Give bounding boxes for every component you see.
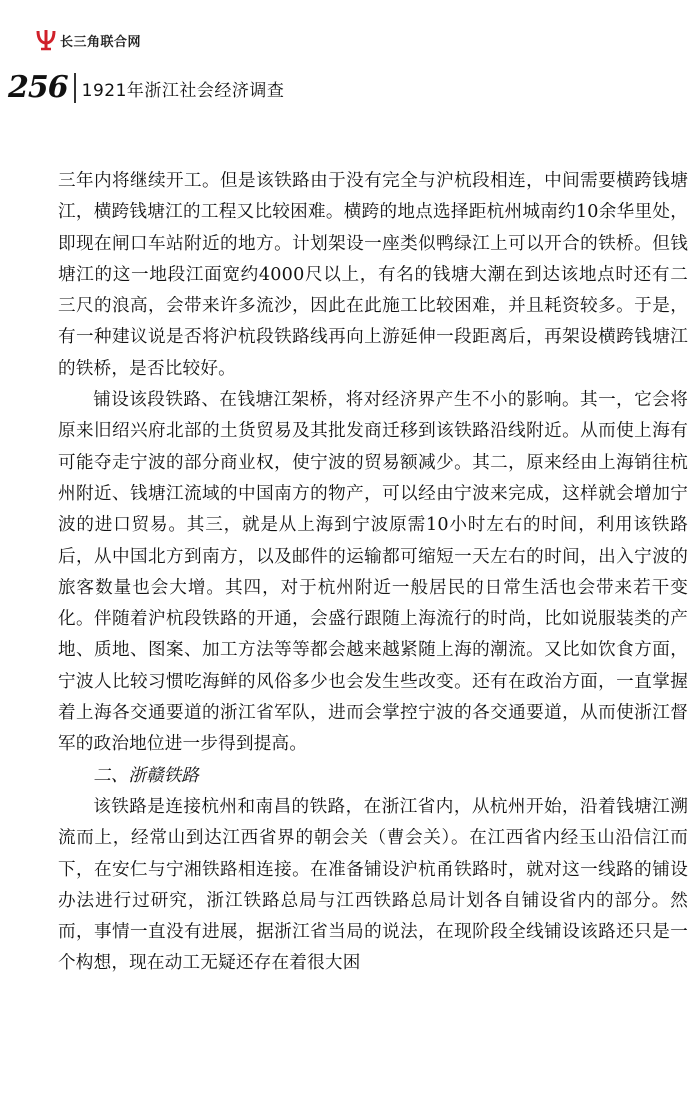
paragraph-zhegan-railway: 该铁路是连接杭州和南昌的铁路，在浙江省内，从杭州开始，沿着钱塘江溯流而上，经常山到达江西省界的朝会关（曹会关）。在江西省内经玉山沿信江而下，在安仁与宁湘铁路相连接。在准备铺设沪杭甬铁路时，就对这一线路的铺设办法进行过研究，浙江铁路总局与江西铁路总局计划各自铺设省内的部分。然而，事情一直没有进展，据浙江省当局的说法，在现阶段全线铺设该路还只是一个构想，现在动工无疑还存在着很大困 (58, 796, 688, 974)
book-title: 1921年浙江社会经济调查 (81, 80, 285, 101)
section-heading-zhegan-railway: 二、浙赣铁路 (93, 765, 199, 786)
page-body (58, 166, 688, 980)
header-divider (74, 73, 76, 103)
paragraph-continued: 三年内将继续开工。但是该铁路由于没有完全与沪杭段相连，中间需要横跨钱塘江，横跨钱塘江的工程又比较困难。横跨的地点选择距杭州城南约10余华里处，即现在闸口车站附近的地方。计划架设一座类似鸭绿江上可以开合的铁桥。但钱塘江的这一地段江面宽约4000尺以上，有名的钱塘大潮在到达该地点时还有二三尺的浪高，会带来许多流沙，因此在此施工比较困难，并且耗资较多。于是，有一种建议说是否将沪杭段铁路线再向上游延伸一段距离后，再架设横跨钱塘江的铁桥，是否比较好。 (58, 171, 688, 379)
logo-text: 长三角联合网 (60, 34, 142, 50)
site-logo (36, 28, 141, 52)
page-number: 256 (8, 70, 68, 105)
paragraph-economic-impact: 铺设该段铁路、在钱塘江架桥，将对经济界产生不小的影响。其一，它会将原来旧绍兴府北部的土货贸易及其批发商迁移到该铁路沿线附近。从而使上海有可能夺走宁波的部分商业权，使宁波的贸易额减少。其二，原来经由上海销往杭州附近、钱塘江流域的中国南方的物产，可以经由宁波来完成，这样就会增加宁波的进口贸易。其三，就是从上海到宁波原需10小时左右的时间，利用该铁路后，从中国北方到南方，以及邮件的运输都可缩短一天左右的时间，出入宁波的旅客数量也会大增。其四，对于杭州附近一般居民的日常生活也会带来若干变化。伴随着沪杭段铁路的开通，会盛行跟随上海流行的时尚，比如说服装类的产地、质地、图案、加工方法等等都会越来越紧随上海的潮流。又比如饮食方面，宁波人比较习惯吃海鲜的风俗多少也会发生些改变。还有在政治方面，一直掌握着上海各交通要道的浙江省军队，进而会掌控宁波的各交通要道，从而使浙江督军的政治地位进一步得到提高。 (58, 390, 688, 755)
running-head (8, 70, 284, 106)
logo-icon (36, 28, 56, 52)
